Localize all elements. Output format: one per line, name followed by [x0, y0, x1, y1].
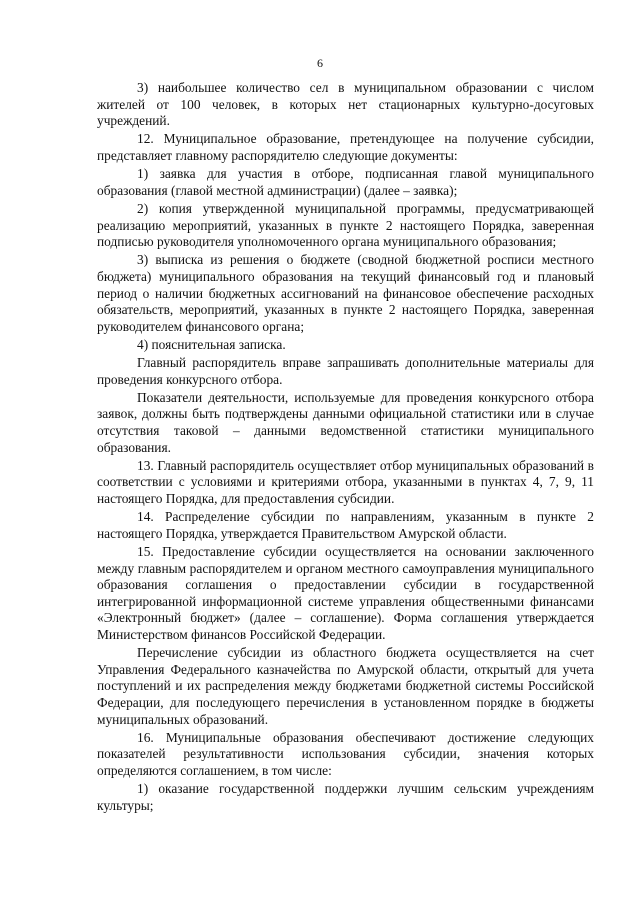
- paragraph-clause-12: 12. Муниципальное образование, претендующее на получение субсидии, представляет главному распорядителю следующие документы:: [97, 131, 594, 163]
- paragraph-doc-budget-extract: 3) выписка из решения о бюджете (сводной бюджетной росписи местного бюджета) муниципального образования на текущий финансовый год и плановый период о наличии бюджетных ассигнований на финансовое обеспечение расходных обязательств, мероприятий, указанных в пункте 2 настоящего Порядка, заверенная руководителем финансового органа;: [97, 252, 594, 334]
- paragraph-clause-14: 14. Распределение субсидии по направлениям, указанным в пункте 2 настоящего Порядка, утверждается Правительством Амурской области.: [97, 509, 594, 541]
- paragraph-subsidy-transfer: Перечисление субсидии из областного бюджета осуществляется на счет Управления Федерального казначейства по Амурской области, открытый для учета поступлений и их распределения между бюджетами бюджетной системы Российской Федерации, для последующего перечисления в установленном порядке в бюджеты муниципальных образований.: [97, 645, 594, 727]
- paragraph-clause-15: 15. Предоставление субсидии осуществляется на основании заключенного между главным распорядителем и органом местного самоуправления муниципального образования соглашения о предоставлении субсидии в государственной интегрированной информационной системе управления общественными финансами «Электронный бюджет» (далее – соглашение). Форма соглашения утверждается Министерством финансов Российской Федерации.: [97, 543, 594, 642]
- paragraph-doc-explanatory-note: 4) пояснительная записка.: [137, 336, 286, 352]
- paragraph-criteria-3: 3) наибольшее количество сел в муниципальном образовании с числом жителей от 100 человек, в которых нет стационарных культурно-досуговых учреждений.: [97, 80, 594, 129]
- paragraph-additional-materials: Главный распорядитель вправе запрашивать дополнительные материалы для проведения конкурсного отбора.: [97, 355, 594, 387]
- paragraph-doc-application: 1) заявка для участия в отборе, подписанная главой муниципального образования (главой местной администрации) (далее – заявка);: [97, 166, 594, 198]
- paragraph-doc-program-copy: 2) копия утвержденной муниципальной программы, предусматривающей реализацию мероприятий, указанных в пункте 2 настоящего Порядка, заверенная подписью руководителя уполномоченного органа муниципального образования;: [97, 200, 594, 250]
- document-body: [97, 80, 594, 816]
- paragraph-indicator-1: 1) оказание государственной поддержки лучшим сельским учреждениям культуры;: [97, 781, 594, 813]
- page-number: 6: [317, 56, 323, 70]
- paragraph-clause-16: 16. Муниципальные образования обеспечивают достижение следующих показателей результативности использования субсидии, значения которых определяются соглашением, в том числе:: [97, 729, 594, 778]
- paragraph-performance-indicators: Показатели деятельности, используемые для проведения конкурсного отбора заявок, должны быть подтверждены данными официальной статистики или в случае отсутствия таковой – данными ведомственной статистики муниципального образования.: [97, 389, 594, 455]
- paragraph-clause-13: 13. Главный распорядитель осуществляет отбор муниципальных образований в соответствии с условиями и критериями отбора, указанными в пунктах 4, 7, 9, 11 настоящего Порядка, для предоставления субсидии.: [97, 457, 594, 506]
